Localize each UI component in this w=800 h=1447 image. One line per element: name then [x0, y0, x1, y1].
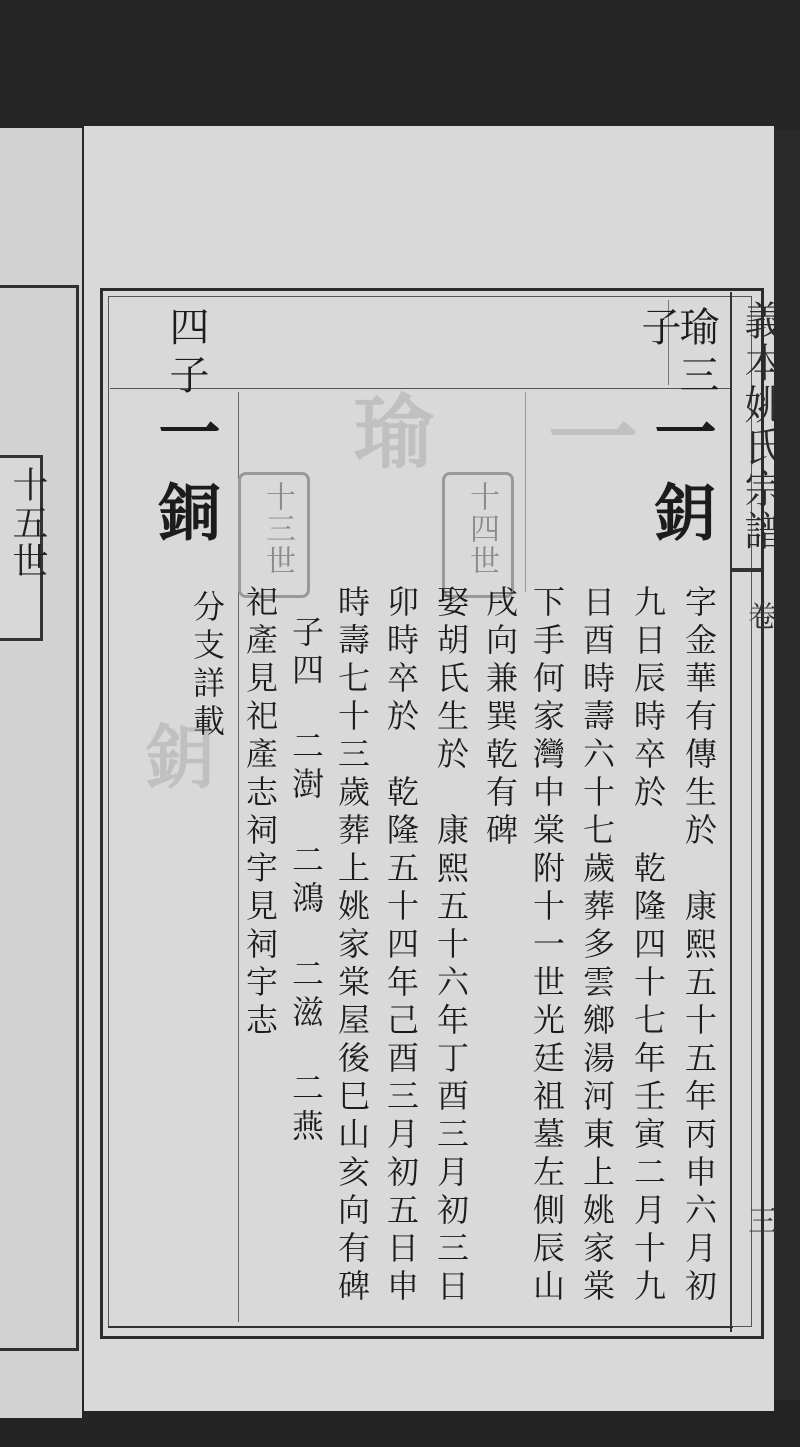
- left-page-frame: [0, 285, 79, 1351]
- generation-stamp: [238, 472, 310, 598]
- book-title: [733, 300, 784, 560]
- title-separator: [732, 568, 762, 572]
- biography-line: 祀產見祀產志祠宇見祠宇志: [241, 585, 279, 1041]
- page-number: [737, 1205, 781, 1241]
- bleed-through-mark: 一: [532, 390, 638, 480]
- bleed-through-mark: 鈅: [134, 720, 217, 790]
- children-line: 子四 二澍 二鴻 二滋 二燕: [287, 615, 325, 1147]
- left-generation-label: 十五世: [7, 466, 48, 580]
- biography-line: 戌向兼巽乾有碑: [481, 585, 519, 851]
- generation-stamp-label: 十三世: [260, 481, 295, 577]
- relation-label-right-1: 瑜三: [673, 306, 719, 402]
- biography-line: 娶胡氏生於 康熙五十六年丁酉三月初三日: [432, 585, 470, 1307]
- biography-line: 下手何家灣中棠附十一世光廷祖墓左側辰山: [528, 585, 566, 1307]
- book-title-text: 義本姚氏宗譜: [738, 300, 784, 552]
- volume-label: [737, 600, 781, 636]
- biography-line: 字金華有傳生於 康熙五十五年丙申六月初: [680, 585, 718, 1307]
- left-generation-tab: [0, 455, 48, 641]
- volume-label-text: 卷: [742, 600, 777, 632]
- biography-line: 九日辰時卒於 乾隆四十七年壬寅二月十九: [629, 585, 667, 1307]
- title-strip-rule: [730, 292, 732, 1332]
- generation-stamp: [442, 472, 514, 598]
- biography-line: 卯時卒於 乾隆五十四年己酉三月初五日申: [382, 585, 420, 1307]
- bottom-rule: [108, 1326, 733, 1328]
- relation-label-right-2: 子: [635, 306, 681, 354]
- page-number-text: 三: [742, 1205, 777, 1237]
- generation-stamp-label: 十四世: [464, 481, 499, 577]
- bleed-through-mark: 瑜: [340, 390, 434, 470]
- person-name: 一銅: [148, 400, 221, 560]
- person-name: 一鈅: [644, 400, 717, 560]
- biography-line: 分支詳載: [188, 590, 226, 742]
- biography-line: 時壽七十三歲葬上姚家棠屋後巳山亥向有碑: [333, 585, 371, 1307]
- biography-line: 日酉時壽六十七歲葬多雲鄉湯河東上姚家棠: [578, 585, 616, 1307]
- scan-background-top: [0, 0, 800, 130]
- section-divider: [525, 392, 526, 592]
- relation-label-left: 四子: [163, 306, 209, 402]
